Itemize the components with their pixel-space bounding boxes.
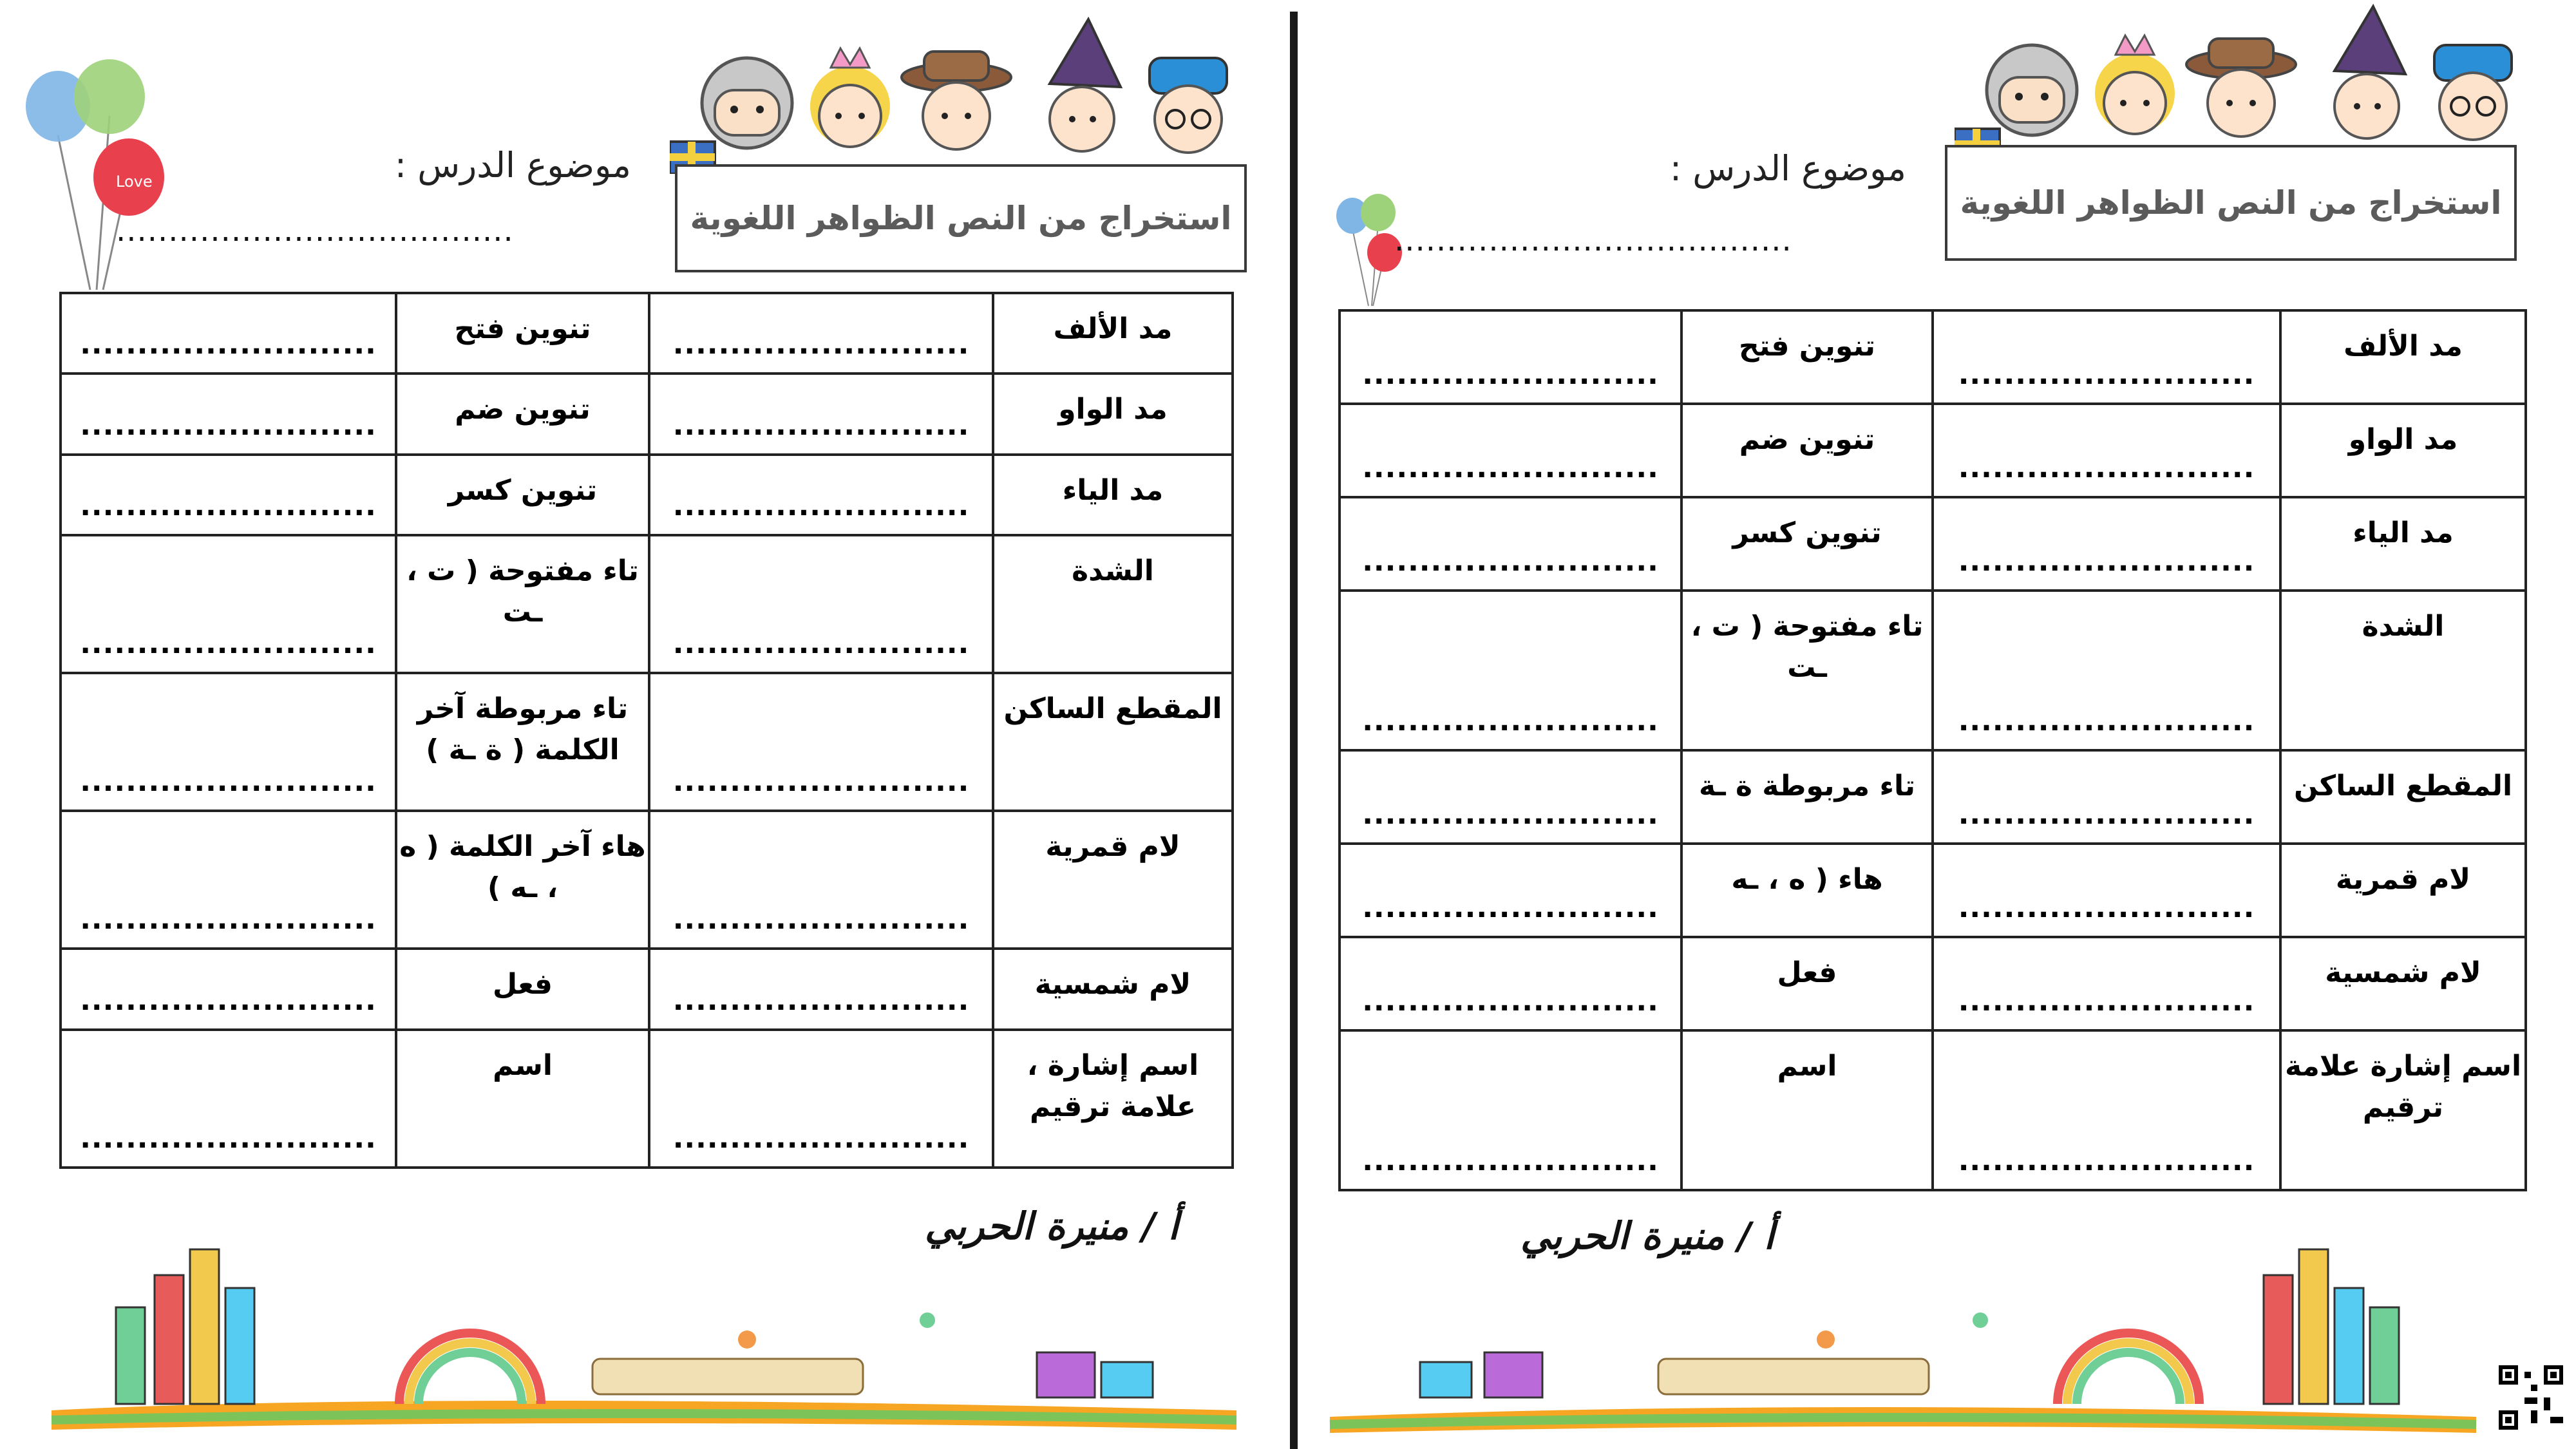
phenomenon-label: هاء ( ه ، ـه xyxy=(1731,862,1883,896)
answer-dots: .......................... xyxy=(1958,451,2255,484)
answer-cell[interactable] xyxy=(1340,750,1681,844)
label-cell xyxy=(396,293,649,374)
answer-cell[interactable] xyxy=(649,673,993,811)
table-row xyxy=(1340,1030,2526,1190)
phenomenon-label: مد الألف xyxy=(1053,312,1173,345)
answer-cell[interactable] xyxy=(1933,404,2280,497)
answer-cell[interactable] xyxy=(61,1030,396,1168)
answer-dots: .......................... xyxy=(80,489,377,522)
answer-dots: .......................... xyxy=(1362,451,1659,484)
label-cell xyxy=(1681,591,1933,750)
label-cell xyxy=(2280,937,2526,1030)
answer-cell[interactable] xyxy=(1933,750,2280,844)
table-row xyxy=(61,1030,1233,1168)
worksheet-title-text: استخراج من النص الظواهر اللغوية xyxy=(690,200,1232,237)
label-cell xyxy=(396,455,649,535)
answer-dots: .......................... xyxy=(672,983,970,1017)
phenomenon-label: تاء مفتوحة ( ت ، ـت xyxy=(406,554,639,629)
label-cell xyxy=(993,535,1233,673)
phenomenon-label: تنوين ضم xyxy=(1739,422,1875,456)
answer-dots: .......................... xyxy=(672,765,970,799)
answer-cell[interactable] xyxy=(61,673,396,811)
phenomenon-label: تنوين فتح xyxy=(454,312,591,345)
answer-dots: .......................... xyxy=(1362,357,1659,391)
answer-dots: .......................... xyxy=(1958,797,2255,831)
phenomenon-label: مد الألف xyxy=(2344,330,2463,363)
label-cell xyxy=(396,374,649,454)
answer-dots: .......................... xyxy=(1958,984,2255,1018)
phenomenon-label: المقطع الساكن xyxy=(2293,769,2513,802)
answer-cell[interactable] xyxy=(1933,591,2280,750)
phenomenon-label: هاء آخر الكلمة ( ه ، ـه ) xyxy=(399,830,646,905)
subject-label: موضوع الدرس : xyxy=(394,145,631,185)
answer-cell[interactable] xyxy=(649,293,993,374)
phenomenon-label: اسم إشارة ، علامة ترقيم xyxy=(1027,1048,1199,1123)
label-cell xyxy=(993,811,1233,949)
phenomenon-label: تنوين كسر xyxy=(1732,516,1882,549)
phenomenon-label: الشدة xyxy=(2362,609,2445,643)
label-cell xyxy=(1681,750,1933,844)
label-cell xyxy=(993,673,1233,811)
answer-cell[interactable] xyxy=(61,811,396,949)
phenomenon-label: تاء مربوطة آخر الكلمة ( ة ـة ) xyxy=(417,692,629,766)
phenomena-table-left xyxy=(59,292,1234,1169)
costume-kids-illustration xyxy=(670,13,1243,174)
label-cell xyxy=(1681,310,1933,404)
phenomenon-label: مد الياء xyxy=(1062,473,1164,507)
answer-dots: .......................... xyxy=(1362,797,1659,831)
phenomena-table-right xyxy=(1338,309,2527,1191)
label-cell xyxy=(2280,750,2526,844)
phenomenon-label: اسم xyxy=(493,1048,553,1082)
table-row xyxy=(1340,310,2526,404)
balloons-icon xyxy=(19,58,180,296)
answer-cell[interactable] xyxy=(61,535,396,673)
table-row xyxy=(1340,497,2526,591)
phenomenon-label: اسم إشارة علامة ترقيم xyxy=(2284,1049,2522,1124)
phenomenon-label: تاء مفتوحة ( ت ، ـت xyxy=(1690,609,1924,684)
answer-dots: .......................... xyxy=(80,765,377,799)
answer-dots: .......................... xyxy=(672,1122,970,1155)
answer-dots: .......................... xyxy=(672,489,970,522)
phenomenon-label: مد الياء xyxy=(2353,516,2454,549)
table-row xyxy=(61,811,1233,949)
answer-dots: .......................... xyxy=(672,627,970,660)
answer-cell[interactable] xyxy=(1933,310,2280,404)
phenomenon-label: المقطع الساكن xyxy=(1003,692,1222,725)
worksheet-right xyxy=(1298,0,2576,1449)
phenomenon-label: مد الواو xyxy=(2348,422,2458,456)
pencils-rainbow-illustration xyxy=(1323,1198,2483,1449)
pencils-rainbow-illustration xyxy=(39,1198,1249,1449)
page-divider xyxy=(1290,12,1298,1449)
worksheet-title xyxy=(675,164,1247,272)
label-cell xyxy=(2280,1030,2526,1190)
table-row xyxy=(1340,937,2526,1030)
answer-dots: .......................... xyxy=(1362,704,1659,737)
subject-dots: ...................................... xyxy=(1394,222,1792,258)
table-row xyxy=(61,949,1233,1029)
answer-cell[interactable] xyxy=(61,374,396,454)
phenomenon-label: تنوين كسر xyxy=(448,473,598,507)
phenomenon-label: فعل xyxy=(1777,956,1837,989)
label-cell xyxy=(993,1030,1233,1168)
answer-dots: .......................... xyxy=(80,983,377,1017)
label-cell xyxy=(1681,497,1933,591)
table-row xyxy=(1340,844,2526,937)
answer-dots: .......................... xyxy=(80,627,377,660)
phenomenon-label: لام قمرية xyxy=(2335,862,2471,896)
answer-cell[interactable] xyxy=(1340,497,1681,591)
answer-dots: .......................... xyxy=(1958,544,2255,578)
worksheet-title-text: استخراج من النص الظواهر اللغوية xyxy=(1960,184,2502,222)
answer-dots: .......................... xyxy=(672,408,970,442)
worksheet-title xyxy=(1945,145,2517,261)
phenomenon-label: لام قمرية xyxy=(1045,830,1180,864)
table-row xyxy=(61,673,1233,811)
table-row xyxy=(61,293,1233,374)
answer-cell[interactable] xyxy=(649,1030,993,1168)
label-cell xyxy=(1681,1030,1933,1190)
phenomenon-label: اسم xyxy=(1777,1049,1837,1083)
phenomenon-label: مد الواو xyxy=(1058,393,1168,426)
label-cell xyxy=(396,673,649,811)
answer-cell[interactable] xyxy=(61,455,396,535)
qr-code-icon xyxy=(2499,1365,2563,1430)
label-cell xyxy=(993,949,1233,1029)
label-cell xyxy=(396,535,649,673)
table-row xyxy=(1340,404,2526,497)
answer-cell[interactable] xyxy=(1340,1030,1681,1190)
answer-cell[interactable] xyxy=(649,374,993,454)
costume-kids-illustration xyxy=(1955,0,2528,161)
answer-cell[interactable] xyxy=(649,949,993,1029)
answer-cell[interactable] xyxy=(1933,1030,2280,1190)
table-row xyxy=(61,374,1233,454)
phenomenon-label: فعل xyxy=(493,968,553,1001)
subject-dots: ...................................... xyxy=(116,213,514,249)
phenomenon-label: تاء مربوطة ة ـة xyxy=(1698,769,1916,802)
label-cell xyxy=(2280,497,2526,591)
subject-label: موضوع الدرس : xyxy=(1669,148,1906,189)
answer-dots: .......................... xyxy=(672,328,970,361)
label-cell xyxy=(396,949,649,1029)
balloon-label: Love xyxy=(116,173,153,191)
answer-cell[interactable] xyxy=(1340,937,1681,1030)
answer-dots: .......................... xyxy=(1362,891,1659,924)
answer-dots: .......................... xyxy=(1958,357,2255,391)
label-cell xyxy=(2280,591,2526,750)
answer-dots: .......................... xyxy=(1958,891,2255,924)
answer-dots: .......................... xyxy=(80,903,377,936)
label-cell xyxy=(1681,844,1933,937)
label-cell xyxy=(993,455,1233,535)
answer-cell[interactable] xyxy=(1933,844,2280,937)
phenomenon-label: لام شمسية xyxy=(1034,968,1191,1001)
answer-dots: .......................... xyxy=(1958,704,2255,737)
teacher-name: أ / منيرة الحربي xyxy=(1520,1214,1774,1258)
answer-dots: .......................... xyxy=(1958,1144,2255,1177)
teacher-name: أ / منيرة الحربي xyxy=(924,1204,1179,1248)
table-row xyxy=(1340,591,2526,750)
answer-cell[interactable] xyxy=(1340,844,1681,937)
answer-dots: .......................... xyxy=(80,328,377,361)
balloons-icon xyxy=(1333,193,1404,309)
label-cell xyxy=(993,374,1233,454)
label-cell xyxy=(1681,404,1933,497)
answer-cell[interactable] xyxy=(61,949,396,1029)
label-cell xyxy=(396,811,649,949)
table-row xyxy=(61,535,1233,673)
phenomenon-label: تنوين فتح xyxy=(1739,330,1875,363)
label-cell xyxy=(2280,844,2526,937)
answer-cell[interactable] xyxy=(649,535,993,673)
label-cell xyxy=(1681,937,1933,1030)
answer-cell[interactable] xyxy=(1340,591,1681,750)
answer-dots: .......................... xyxy=(1362,544,1659,578)
label-cell xyxy=(993,293,1233,374)
label-cell xyxy=(2280,404,2526,497)
answer-cell[interactable] xyxy=(61,293,396,374)
answer-dots: .......................... xyxy=(1362,1144,1659,1177)
table-row xyxy=(1340,750,2526,844)
label-cell xyxy=(2280,310,2526,404)
phenomenon-label: لام شمسية xyxy=(2325,956,2481,989)
answer-cell[interactable] xyxy=(1933,937,2280,1030)
answer-cell[interactable] xyxy=(1933,497,2280,591)
table-row xyxy=(61,455,1233,535)
answer-dots: .......................... xyxy=(80,1122,377,1155)
answer-cell[interactable] xyxy=(649,811,993,949)
phenomenon-label: الشدة xyxy=(1072,554,1154,587)
answer-dots: .......................... xyxy=(1362,984,1659,1018)
answer-cell[interactable] xyxy=(1340,310,1681,404)
answer-cell[interactable] xyxy=(649,455,993,535)
answer-dots: .......................... xyxy=(80,408,377,442)
phenomenon-label: تنوين ضم xyxy=(455,393,591,426)
answer-cell[interactable] xyxy=(1340,404,1681,497)
label-cell xyxy=(396,1030,649,1168)
answer-dots: .......................... xyxy=(672,903,970,936)
